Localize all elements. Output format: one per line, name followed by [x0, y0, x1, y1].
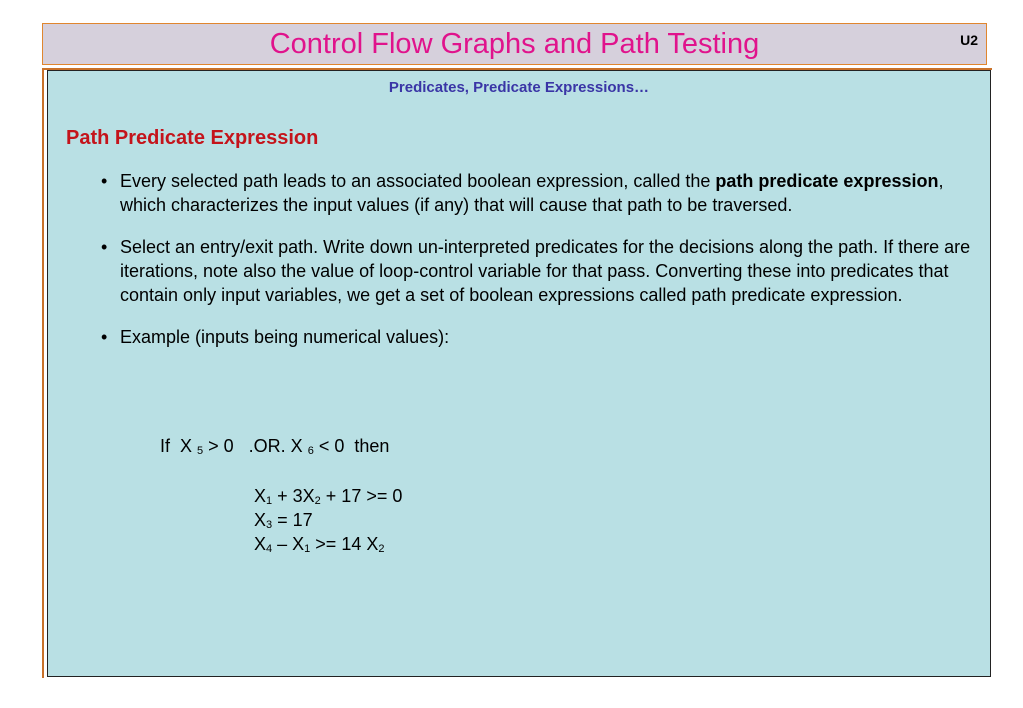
bullet-item-2	[101, 235, 971, 307]
expression-part: = 17	[272, 510, 313, 530]
expression-part: – X	[272, 534, 305, 554]
bullet-dot: •	[101, 327, 108, 347]
bullet-2-text: Select an entry/exit path. Write down un-interpreted predicates for the decisions along the path. If there are iterations, note also the value of loop-control variable for that pass. Converting these into predicates that contain only input variables, we get a set of boolean expressions called path predicate expression.	[120, 237, 971, 305]
bullet-dot: •	[101, 171, 108, 191]
bullet-3-text: Example (inputs being numerical values):	[120, 327, 450, 347]
expression-part: >= 14 X	[310, 534, 379, 554]
example-if-line	[160, 434, 389, 463]
bullet-dot: •	[101, 237, 108, 257]
or-clause: > 0 .OR. X	[203, 436, 308, 456]
variable: X	[254, 486, 267, 506]
subscript: 6	[307, 445, 314, 457]
title-bar	[42, 23, 987, 65]
bullet-1-text-start: Every selected path leads to an associated boolean expression, called the	[120, 171, 716, 191]
if-keyword: If X	[160, 436, 198, 456]
subscript: 2	[314, 495, 321, 507]
bullet-list	[101, 169, 971, 367]
bullet-item-3	[101, 325, 971, 349]
subscript: 4	[266, 543, 273, 555]
content-panel	[47, 70, 991, 677]
slide-id: U2	[960, 32, 978, 48]
example-equation-3	[254, 532, 384, 561]
subscript: 5	[197, 445, 204, 457]
bullet-1-bold-term: path predicate expression	[715, 171, 939, 191]
slide-subtitle: Predicates, Predicate Expressions…	[388, 79, 650, 96]
slide-title: Control Flow Graphs and Path Testing	[269, 28, 760, 60]
then-clause: < 0 then	[313, 436, 390, 456]
subscript: 1	[266, 495, 273, 507]
expression-part: + 17 >= 0	[320, 486, 403, 506]
variable: X	[254, 510, 267, 530]
subscript: 3	[266, 519, 273, 531]
subscript: 1	[304, 543, 311, 555]
variable: X	[254, 534, 267, 554]
expression-part: + 3X	[272, 486, 315, 506]
bullet-item-1	[101, 169, 971, 217]
subscript: 2	[378, 543, 385, 555]
bullet-1-text-end: , which characterizes the input values (if any) that will cause that path to be traversed.	[120, 171, 944, 215]
section-heading: Path Predicate Expression	[66, 127, 319, 149]
